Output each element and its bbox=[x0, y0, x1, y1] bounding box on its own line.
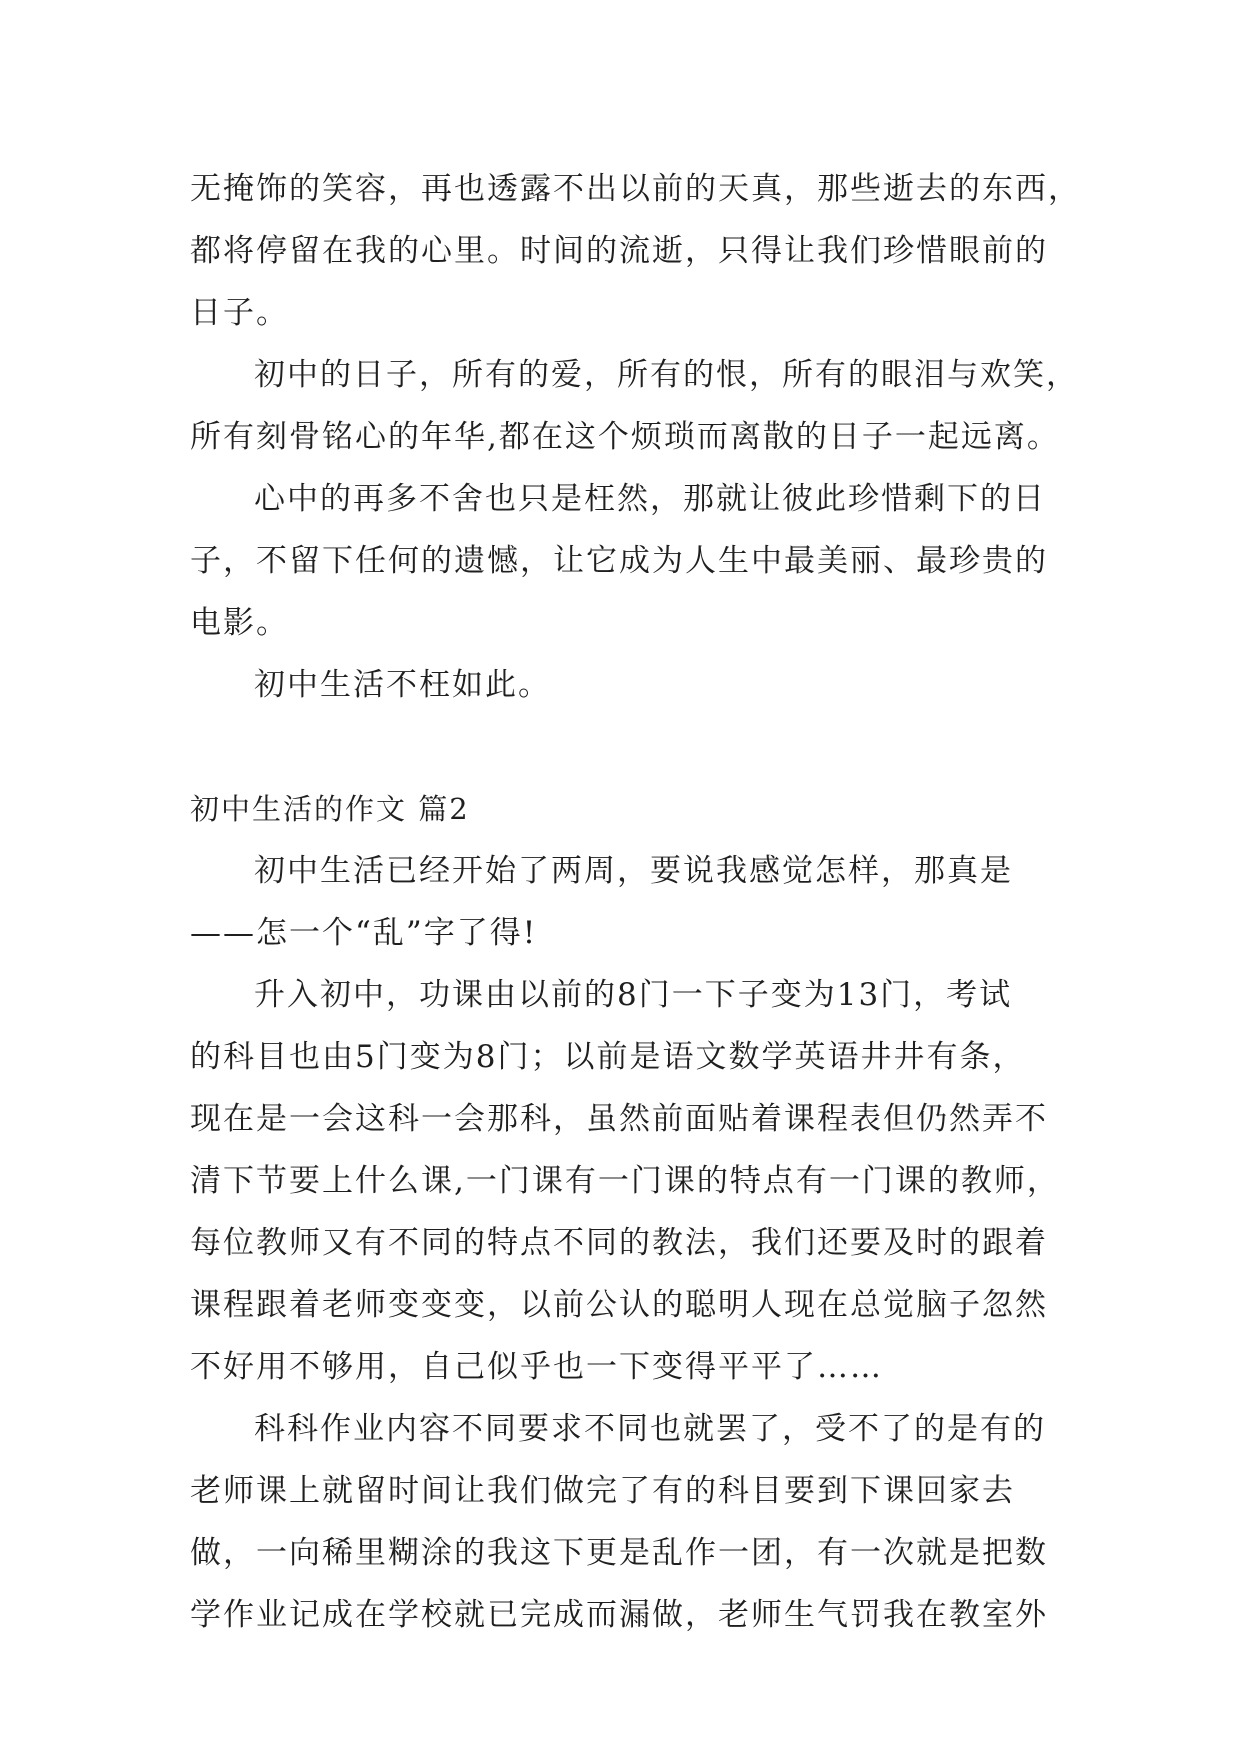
section-spacer bbox=[190, 716, 1070, 778]
article-body bbox=[190, 158, 1081, 1646]
paragraph bbox=[190, 344, 1079, 468]
text-line: 科科作业内容不同要求不同也就罢了，受不了的是有的 bbox=[254, 1411, 1046, 1447]
text-line: 初中生活不枉如此。 bbox=[254, 667, 551, 703]
text-line: 子，不留下任何的遗憾，让它成为人生中最美丽、最珍贵的 bbox=[190, 543, 1048, 579]
paragraph bbox=[190, 468, 1070, 654]
text-line: 课程跟着老师变变变，以前公认的聪明人现在总觉脑子忽然 bbox=[190, 1287, 1048, 1323]
text-line: ——怎一个“乱”字了得! bbox=[190, 915, 538, 951]
text-line: 清下节要上什么课,一门课有一门课的特点有一门课的教师， bbox=[190, 1163, 1060, 1199]
text-line: 现在是一会这科一会那科，虽然前面贴着课程表但仍然弄不 bbox=[190, 1101, 1048, 1137]
paragraph bbox=[190, 158, 1081, 344]
text-line: 无掩饰的笑容，再也透露不出以前的天真，那些逝去的东西， bbox=[190, 171, 1081, 207]
section-heading: 初中生活的作文 篇2 bbox=[190, 792, 470, 826]
text-line: 做，一向稀里糊涂的我这下更是乱作一团，有一次就是把数 bbox=[190, 1535, 1048, 1571]
text-line: 不好用不够用，自己似乎也一下变得平平了…… bbox=[190, 1349, 883, 1385]
text-line: 都将停留在我的心里。时间的流逝，只得让我们珍惜眼前的 bbox=[190, 233, 1048, 269]
paragraph bbox=[190, 840, 1070, 964]
text-line: 老师课上就留时间让我们做完了有的科目要到下课回家去 bbox=[190, 1473, 1015, 1509]
text-line: 每位教师又有不同的特点不同的教法，我们还要及时的跟着 bbox=[190, 1225, 1048, 1261]
text-line: 电影。 bbox=[190, 605, 289, 641]
paragraph bbox=[190, 1398, 1070, 1646]
paragraph bbox=[190, 654, 1070, 716]
text-line: 初中生活已经开始了两周，要说我感觉怎样，那真是 bbox=[254, 853, 1013, 889]
text-line: 的科目也由5门变为8门；以前是语文数学英语井井有条， bbox=[190, 1039, 1026, 1075]
text-line: 学作业记成在学校就已完成而漏做，老师生气罚我在教室外 bbox=[190, 1597, 1048, 1633]
text-line: 初中的日子，所有的爱，所有的恨，所有的眼泪与欢笑， bbox=[254, 357, 1079, 393]
paragraph bbox=[190, 964, 1070, 1398]
text-line: 所有刻骨铭心的年华,都在这个烦琐而离散的日子一起远离。 bbox=[190, 419, 1060, 455]
text-line: 心中的再多不舍也只是枉然，那就让彼此珍惜剩下的日 bbox=[254, 481, 1046, 517]
text-line: 日子。 bbox=[190, 295, 289, 331]
text-line: 升入初中，功课由以前的8门一下子变为13门，考试 bbox=[254, 977, 1013, 1013]
